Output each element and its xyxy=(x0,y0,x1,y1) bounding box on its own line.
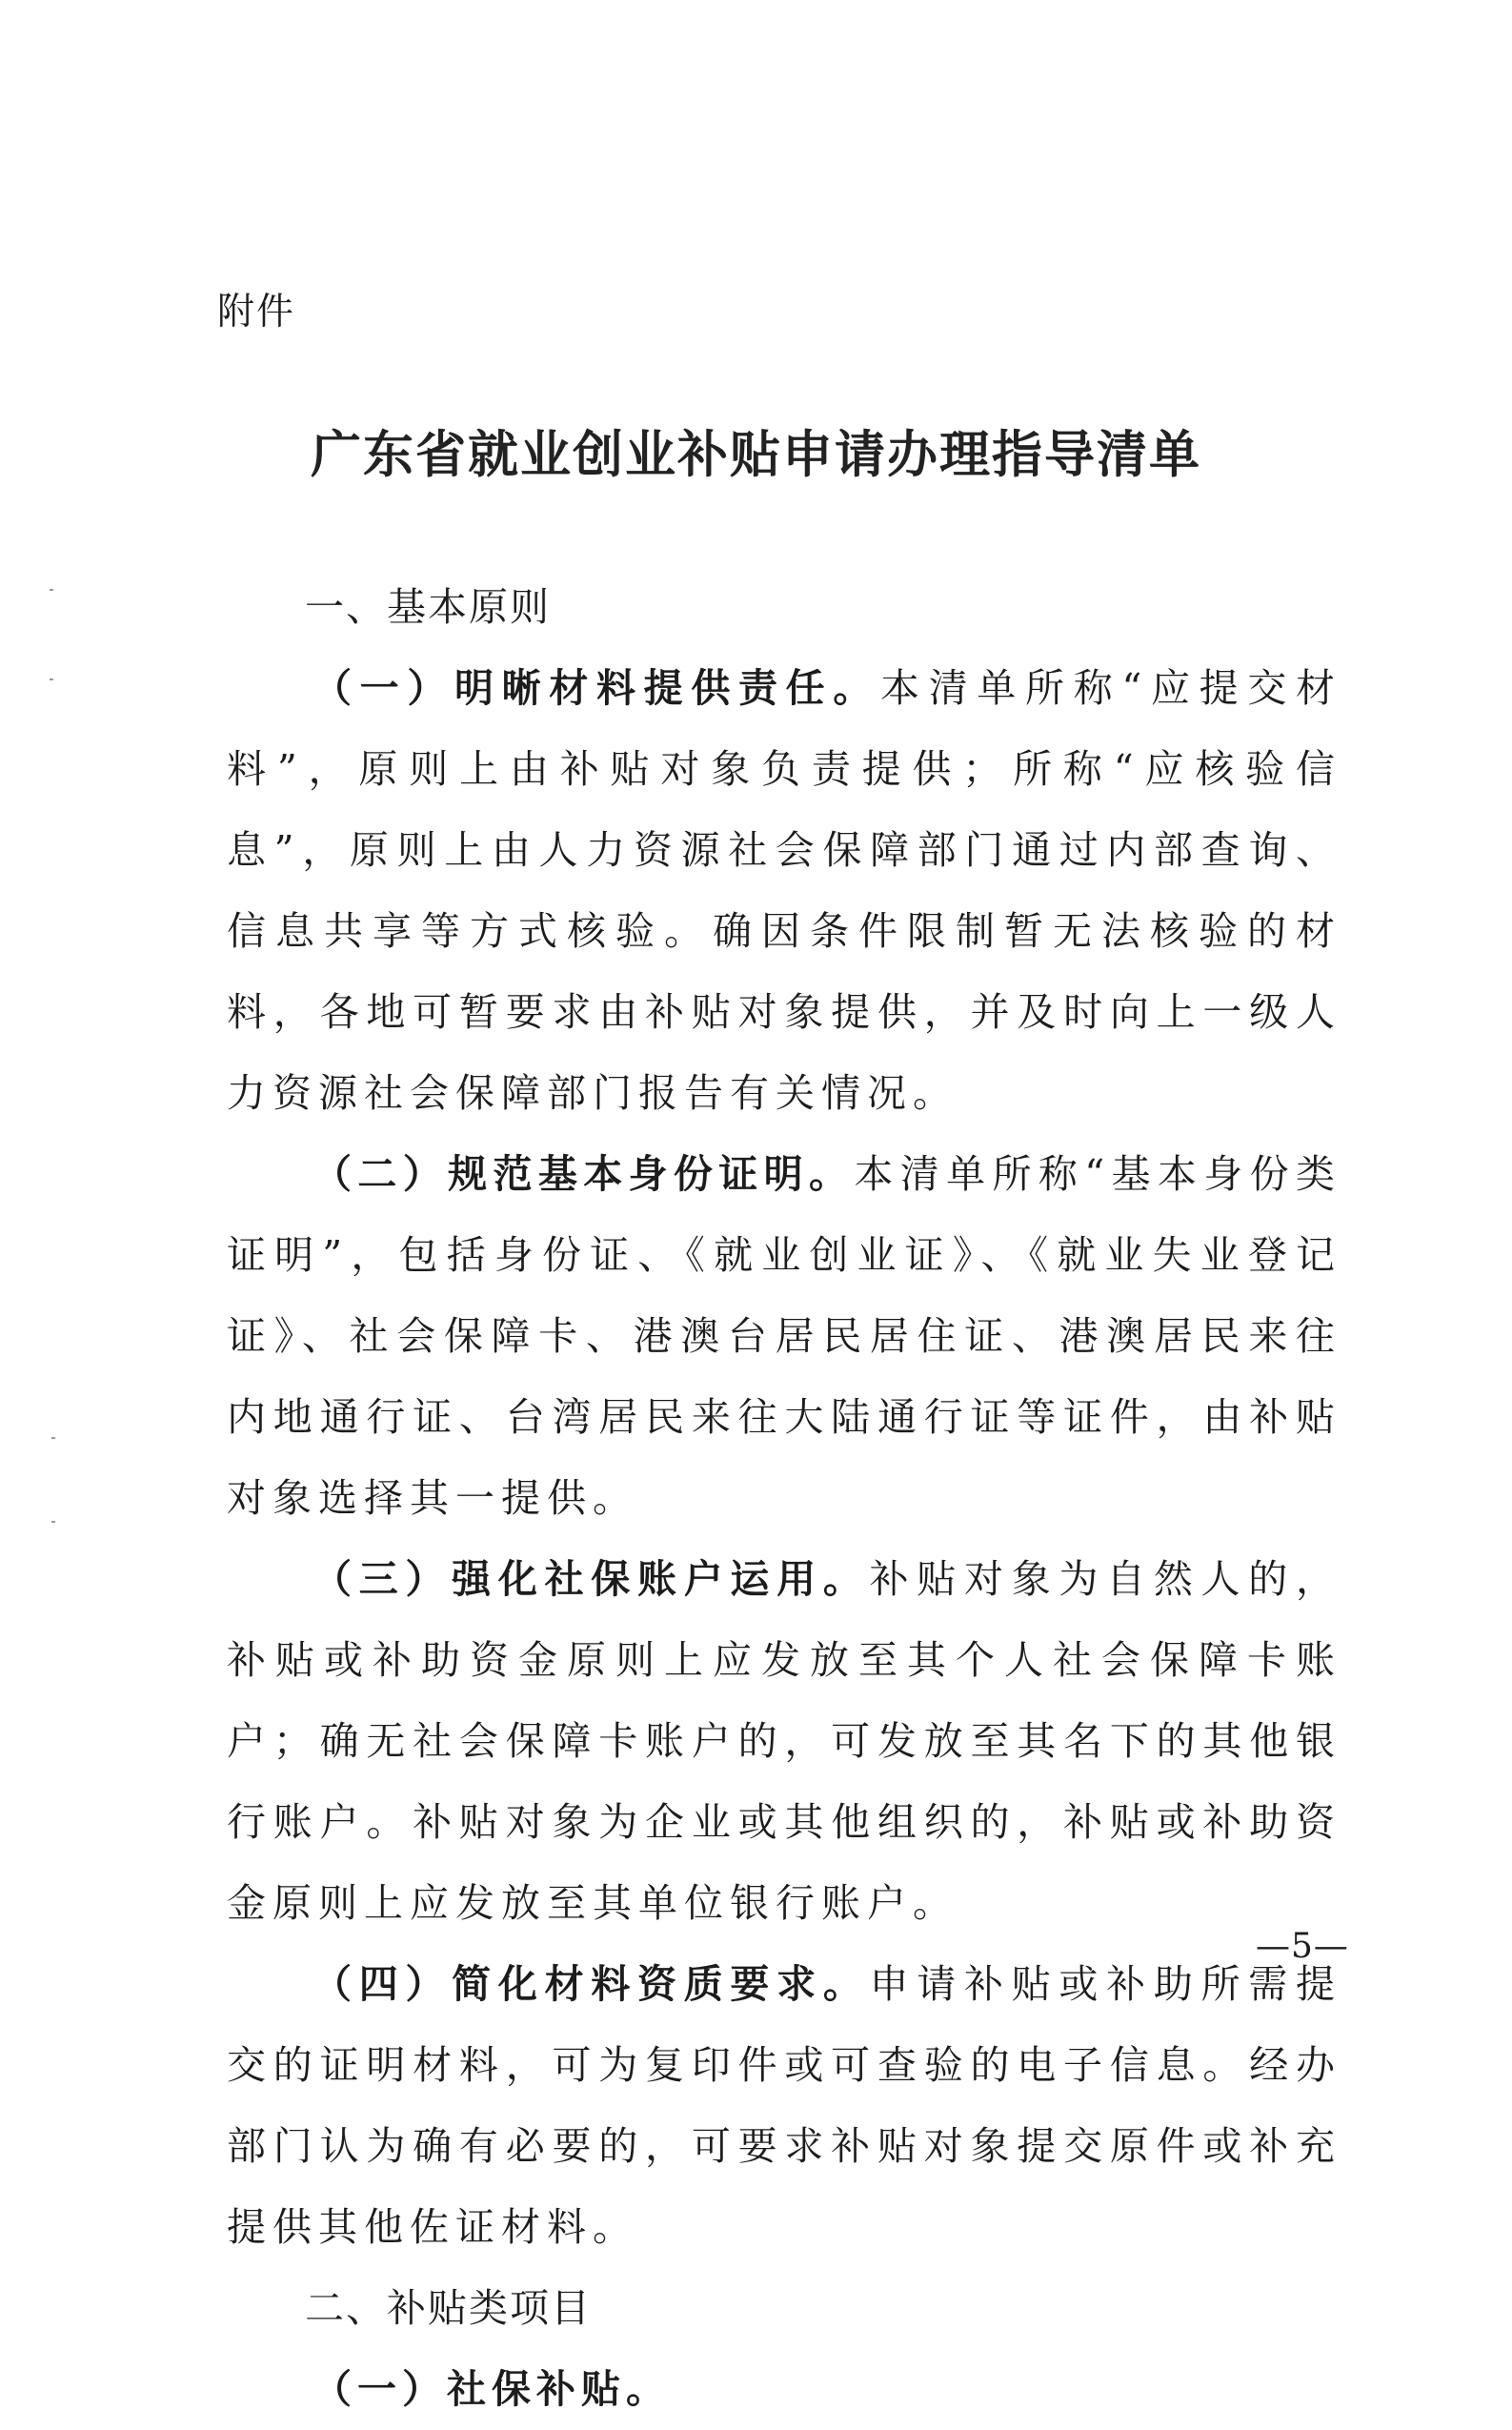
section-heading: 一、基本原则 xyxy=(305,584,551,630)
paragraph-lead: （二）规范基本身份证明。 xyxy=(312,1151,855,1197)
paragraph xyxy=(227,648,1341,1134)
subsection-heading: （一）社保补贴。 xyxy=(312,2366,671,2412)
paragraph-lead: （一）明晰材料提供责任。 xyxy=(312,665,881,711)
document-body xyxy=(227,567,1341,2430)
paragraph-text: 本清单所称“应提交材料”，原则上由补贴对象负责提供；所称“应核验信息”，原则上由人力资源社会保障部门通过内部查询、信息共享等方式核验。确因条件限制暂无法核验的材料，各地可暂要求由补贴对象提供，并及时向上一级人力资源社会保障部门报告有关情况。 xyxy=(227,665,1342,1116)
document-title: 广东省就业创业补贴申请办理指导清单 xyxy=(311,426,1201,484)
paragraph xyxy=(227,1944,1341,2268)
page-number: —5— xyxy=(1256,1927,1349,1966)
section-heading: 二、补贴类项目 xyxy=(305,2285,592,2331)
paragraph-lead: （三）强化社保账户运用。 xyxy=(312,1556,870,1602)
scan-speck xyxy=(50,678,53,680)
scan-speck xyxy=(51,1437,55,1439)
paragraph-text: 申请补贴或补助所需提交的证明材料，可为复印件或可查验的电子信息。经办部门认为确有必要的，可要求补贴对象提交原件或补充提供其他佐证材料。 xyxy=(227,1961,1342,2250)
paragraph-text: 补贴对象为自然人的，补贴或补助资金原则上应发放至其个人社会保障卡账户；确无社会保障卡账户的，可发放至其名下的其他银行账户。补贴对象为企业或其他组织的，补贴或补助资金原则上应发放至其单位银行账户。 xyxy=(227,1556,1342,1926)
scan-speck xyxy=(51,1521,55,1523)
scan-speck xyxy=(50,589,53,591)
attachment-label: 附件 xyxy=(217,291,296,334)
paragraph xyxy=(227,1134,1341,1539)
paragraph-lead: （四）简化材料资质要求。 xyxy=(312,1961,870,2007)
paragraph-text: 本清单所称“基本身份类证明”，包括身份证、《就业创业证》、《就业失业登记证》、社会保障卡、港澳台居民居住证、港澳居民来往内地通行证、台湾居民来往大陆通行证等证件，由补贴对象选择其一提供。 xyxy=(227,1151,1342,1521)
paragraph xyxy=(227,1539,1341,1944)
